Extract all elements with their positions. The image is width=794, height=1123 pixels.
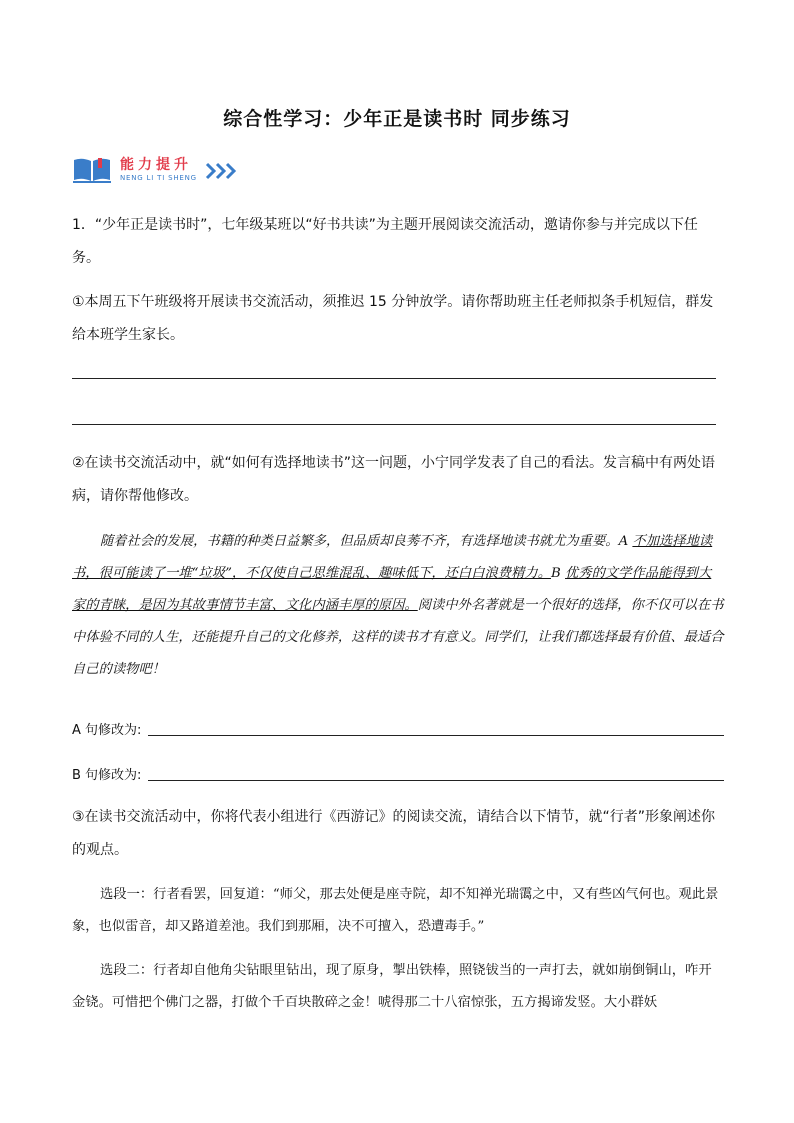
fix-b-line[interactable] [148,780,724,781]
fix-a-label: A 句修改为: [72,723,142,738]
task-2-prompt: ②在读书交流活动中，就“如何有选择地读书”这一问题，小宁同学发表了自己的看法。发言稿中有两处语病，请你帮他修改。 [72,455,716,504]
task-3-prompt: ③在读书交流活动中，你将代表小组进行《西游记》的阅读交流，请结合以下情节，就“行者”形象阐述你的观点。 [72,809,716,858]
book-icon [72,156,112,184]
sentence-a: 不加选择地读书，很可能读了一堆“垃圾”，不仅使自己思维混乱、趣味低下，还白白浪费精力。 [72,534,713,581]
section-badge [72,152,242,186]
badge-label: 能力提升 [120,157,192,173]
badge-pinyin: NENG LI TI SHENG [120,174,197,182]
question-1-intro: 1．“少年正是读书时”，七年级某班以“好书共读”为主题开展阅读交流活动，邀请你参与并完成以下任务。 [72,217,698,266]
answer-line-1[interactable] [72,378,716,379]
passage-text-2: 阅读中外名著就是一个很好的选择，你不仅可以在书中体验不同的人生，还能提升自己的文化修养，这样的读书才有意义。同学们，让我们都选择最有价值、最适合自己的读物吧！ [72,598,724,677]
fix-b-row [72,764,724,788]
fix-a-row [72,719,724,743]
answer-line-2[interactable] [72,424,716,425]
chevrons-icon [205,162,237,180]
excerpt-2: 选段二：行者却自他角尖钻眼里钻出，现了原身，掣出铁棒，照铙钹当的一声打去，就如崩倒铜山，咋开金铙。可惜把个佛门之器，打做个千百块散碎之金！唬得那二十八宿惊张，五方揭谛发竖。大小群妖 [72,963,712,1010]
sentence-b: 优秀的文学作品能得到大家的青睐，是因为其故事情节丰富、文化内涵丰厚的原因。 [72,566,712,613]
page-title: 综合性学习：少年正是读书时 同步练习 [223,108,571,130]
excerpt-1: 选段一：行者看罢，回复道：“师父，那去处便是座寺院，却不知禅光瑞霭之中，又有些凶气何也。观此景象，也似雷音，却又路道差池。我们到那厢，决不可擅入，恐遭毒手。” [72,887,719,934]
fix-b-label: B 句修改为: [72,768,142,783]
passage-marker-b: B [551,566,565,581]
fix-a-line[interactable] [148,735,724,736]
task-1-prompt: ①本周五下午班级将开展读书交流活动，须推迟 15 分钟放学。请你帮助班主任老师拟条手机短信，群发给本班学生家长。 [72,294,714,343]
speech-passage [72,526,724,686]
passage-text-1: 随着社会的发展，书籍的种类日益繁多，但品质却良莠不齐，有选择地读书就尤为重要。A [100,534,633,549]
